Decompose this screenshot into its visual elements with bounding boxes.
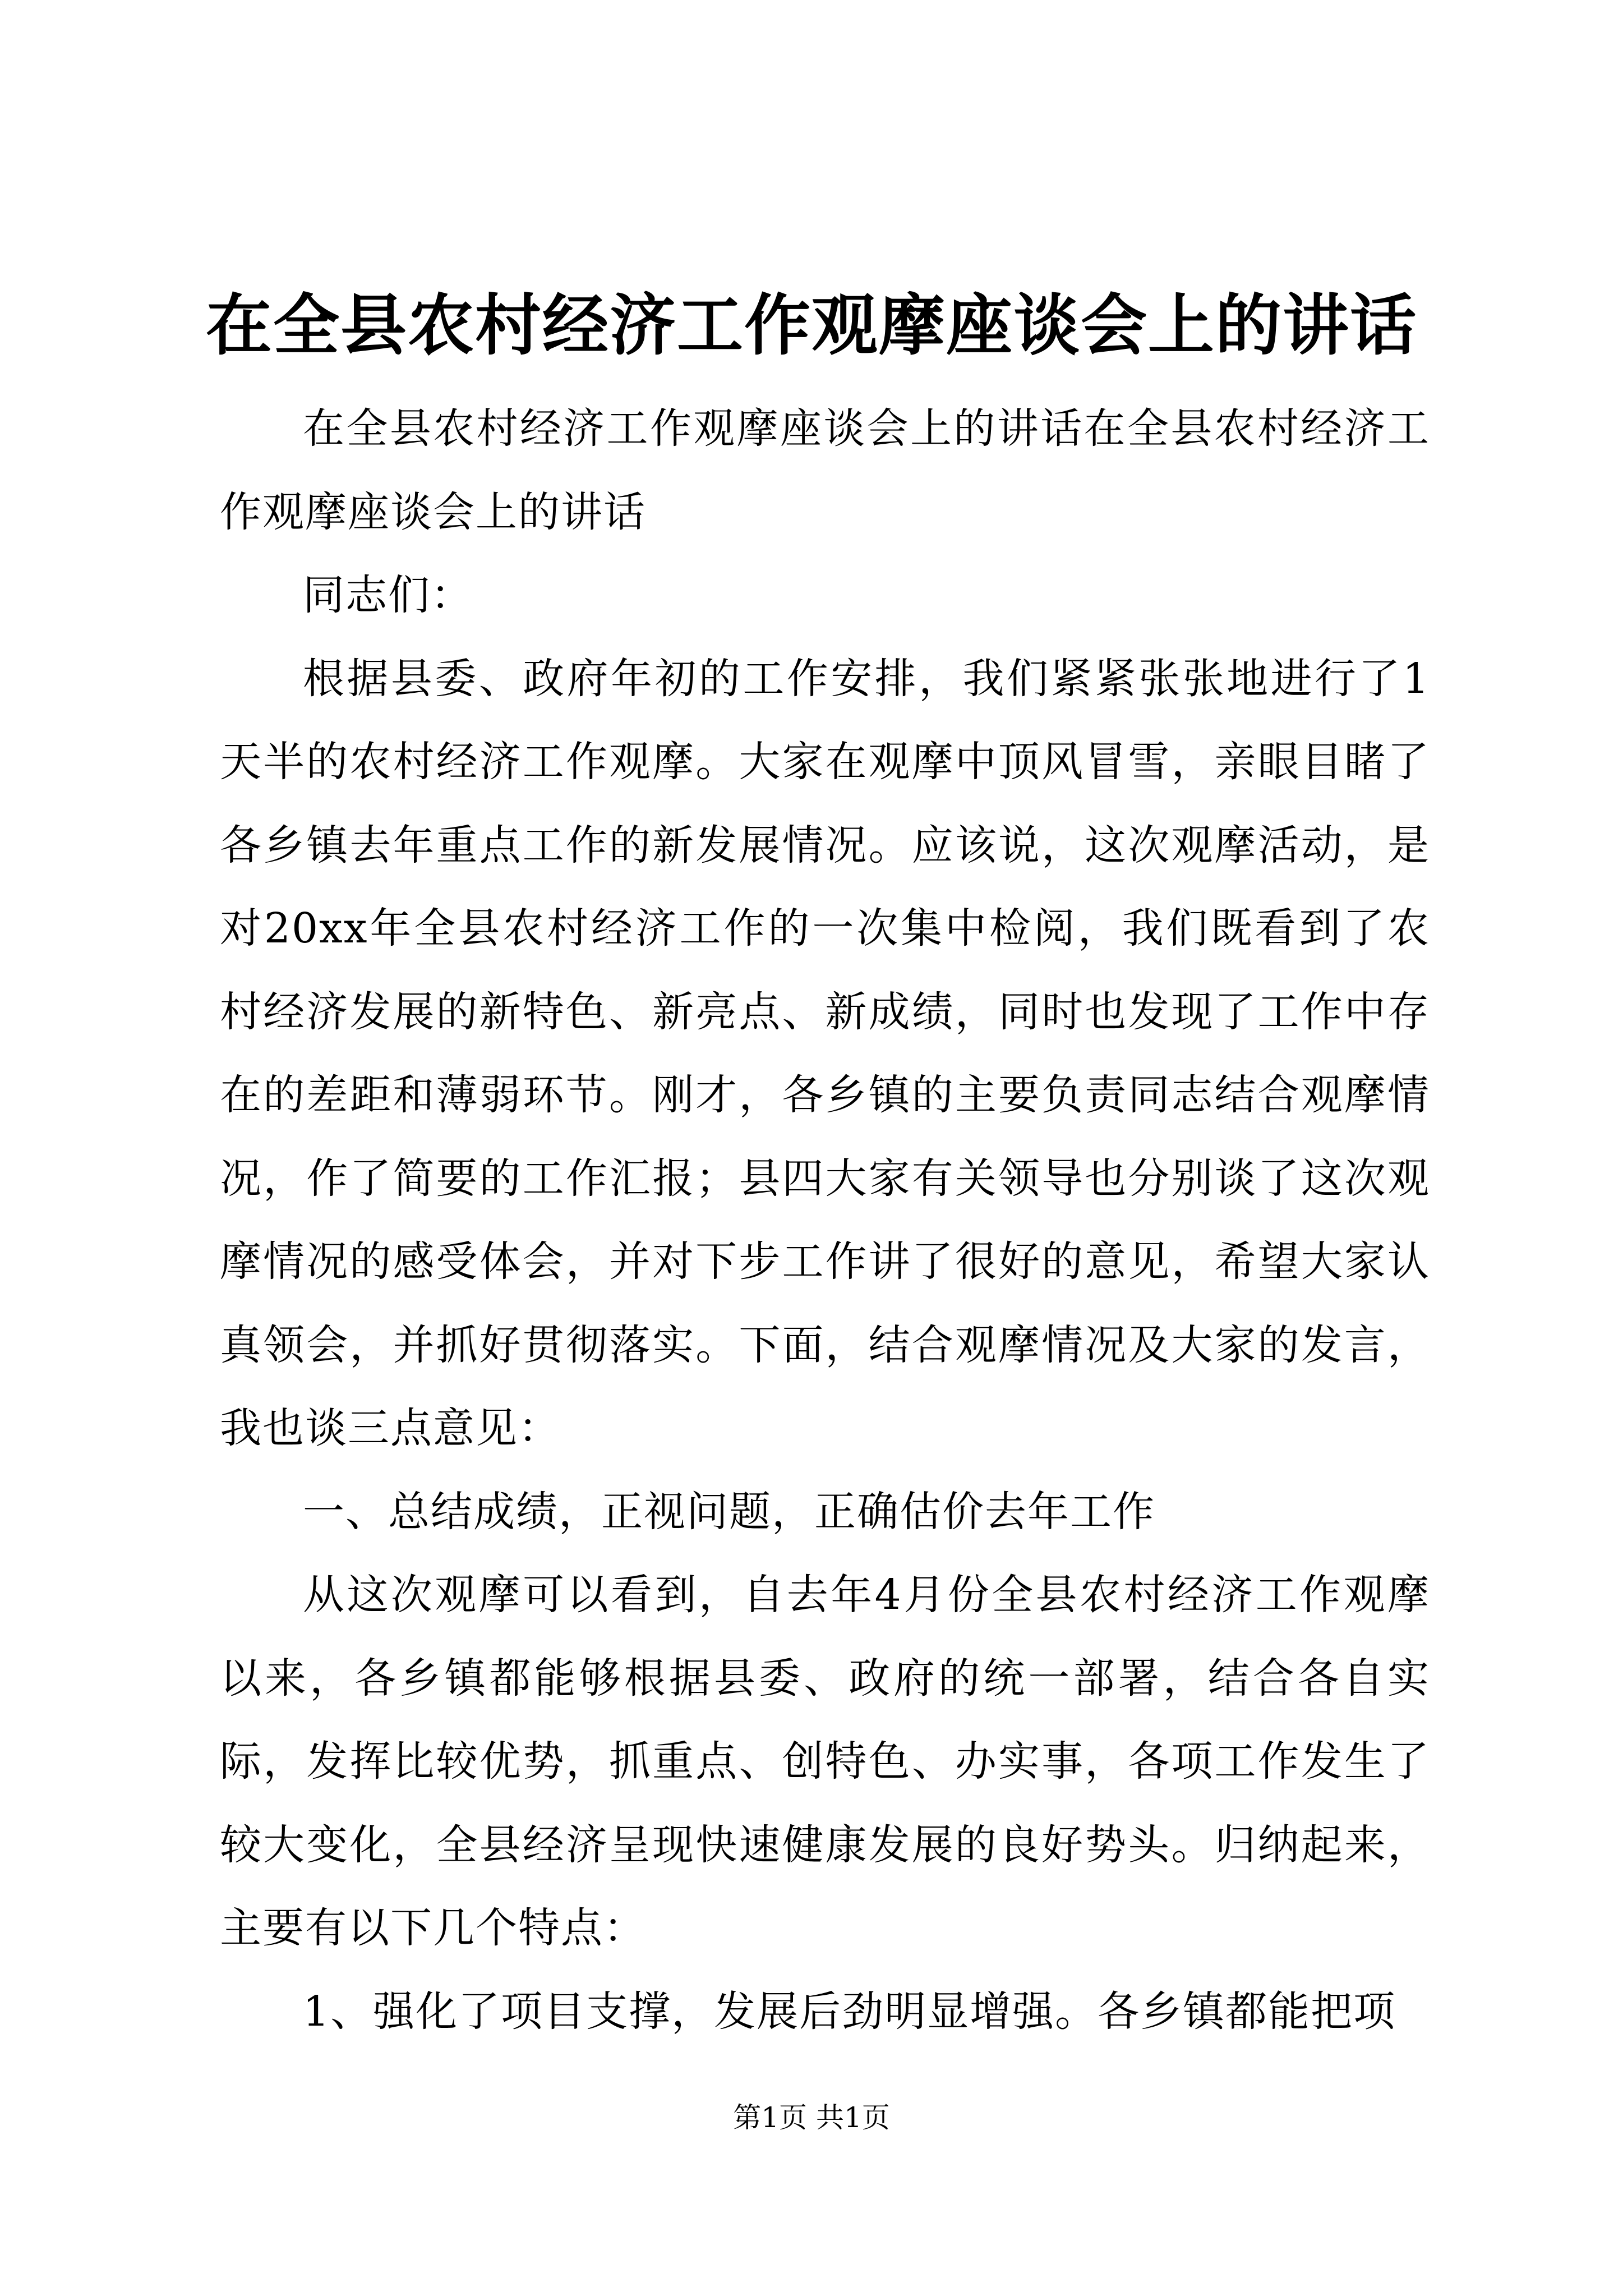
document-body (220, 387, 1430, 2053)
paragraph-salutation: 同志们： (303, 571, 473, 619)
page-number-footer: 第1页 共1页 (733, 2101, 890, 2134)
paragraph-introduction: 根据县委、政府年初的工作安排，我们紧紧张张地进行了1天半的农村经济工作观摩。大家在观摩中顶风冒雪，亲眼目睹了各乡镇去年重点工作的新发展情况。应该说，这次观摩活动，是对20xx年全县农村经济工作的一次集中检阅，我们既看到了农村经济发展的新特色、新亮点、新成绩，同时也发现了工作中存在的差距和薄弱环节。刚才，各乡镇的主要负责同志结合观摩情况，作了简要的工作汇报；县四大家有关领导也分别谈了这次观摩情况的感受体会，并对下步工作讲了很好的意见，希望大家认真领会，并抓好贯彻落实。下面，结合观摩情况及大家的发言，我也谈三点意见： (220, 654, 1430, 1452)
section-heading-one: 一、总结成绩，正视问题，正确估价去年工作 (303, 1487, 1155, 1536)
paragraph-heading-repeat: 在全县农村经济工作观摩座谈会上的讲话在全县农村经济工作观摩座谈会上的讲话 (220, 404, 1430, 536)
document-title: 在全县农村经济工作观摩座谈会上的讲话 (205, 286, 1417, 364)
paragraph-summary: 从这次观摩可以看到，自去年4月份全县农村经济工作观摩以来，各乡镇都能够根据县委、政府的统一部署，结合各自实际，发挥比较优势，抓重点、创特色、办实事，各项工作发生了较大变化，全县经济呈现快速健康发展的良好势头。归纳起来，主要有以下几个特点： (220, 1571, 1430, 1952)
paragraph-point-one: 1、强化了项目支撑，发展后劲明显增强。各乡镇都能把项 (303, 1987, 1396, 2036)
